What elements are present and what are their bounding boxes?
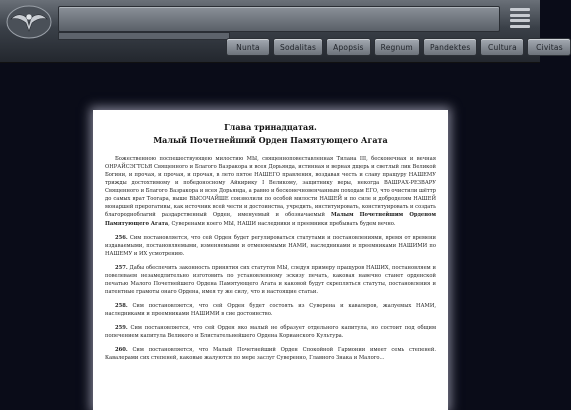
nav-civitas[interactable]: Civitas <box>527 38 571 56</box>
nav-sodalitas[interactable]: Sodalitas <box>273 38 323 56</box>
header-sub-panel <box>58 32 230 40</box>
nav-regnum[interactable]: Regnum <box>374 38 420 56</box>
document-page <box>93 110 448 410</box>
article-258: 258. Сим постановляется, что сей Орден будет состоять из Суверена и кавалеров, жалуемых НАМИ, наследниками и преемниками НАШИМИ в сие достоинство. <box>105 303 436 318</box>
article-257: 257. Дабы обеспечить законность принятия сих статутов МЫ, следуя примеру пращуров НАШИХ, постановляем и повелеваем незамедлительно изготовить по установленному эскизу печать, каковая навечно станет орденской печатью Малого Почетнейшего Ордена Памятующего Агата и каковой будут скрепляться статуты, постановления и патентные грамоты онаго Ордена, имея ту же силу, что и настоящие статьи. <box>105 264 436 295</box>
article-260: 260. Сим постановляется, что Малый Почетнейший Орден Спокойной Гармонии имеет семь степеней. Кавалерами сих степеней, каковые жалуются по мере заслуг Суверенно, Главного Знака и Малого... <box>105 347 436 362</box>
nav-pandektes[interactable]: Pandektes <box>423 38 478 56</box>
nav-cultura[interactable]: Cultura <box>480 38 524 56</box>
intro-paragraph: Божественною поспешествующею милостию МЫ, священноповеставленная Тилана III, бесконечная и вечная ОНРАЙСЭГТСЬЯ Священного и Благого Вазракора и всея Дорьянда, истинная и верная дщерь и светлый лик Великой Богини, и прочая, и прочая, и прочая, в лето пятое НАШЕГО правления, воздавая честь и славу пращуру НАШЕМУ трижды достохтимому и победоносному Айкирику I Великому, защитнику веры, некогда ВАШРАХ-РЕЗВАРУ Священного и Благого Вазракора и всея Дорьянда, а равно и бесконечновенчанным походам ЕГО, что очистили шёттр до самых врат Тоогара, выше ВЫСОЧАЙШЕ соизволили по особой милости НАШЕЙ и по силе и доброделям НАШЕЙ монаршей прерогативы, как источник всей чести и достоинства, учредить, институировать, конституировать и создать благородноблагий раздарственный Орден, именуемый и обозначаемый Малым Почетнейшим Орденом Памятующего Агата, Суверенами коего МЫ, НАШИ наследники и преемники пребывать будем вечно. <box>105 156 437 227</box>
hamburger-menu-icon[interactable] <box>510 8 530 28</box>
chapter-heading: Глава тринадцатая. <box>224 122 317 132</box>
article-259: 259. Сим постановляется, что сей Орден яко малый не образует отдельного капитула, но состоит под общим попечением капитула Великого и Блистательнейшего Ордена Корианского Культура. <box>105 325 436 340</box>
nav-apopsis[interactable]: Apopsis <box>326 38 371 56</box>
winged-crest-icon[interactable] <box>4 2 54 42</box>
order-title: Малый Почетнейший Орден Памятующего Агата <box>153 135 388 145</box>
header-banner-panel <box>58 6 500 32</box>
nav-nunta[interactable]: Nunta <box>226 38 270 56</box>
article-256: 256. Сим постановляется, что сей Орден будет регулироваться статутами и постановлениями, время от времени издаваемыми, постановляемыми, изменяемыми и отменяемыми НАМИ, наследниками и преемниками НАШИМИ по НАШЕМУ и ИХ усмотрению. <box>105 234 436 257</box>
main-navigation <box>226 38 571 56</box>
site-header <box>0 0 563 63</box>
